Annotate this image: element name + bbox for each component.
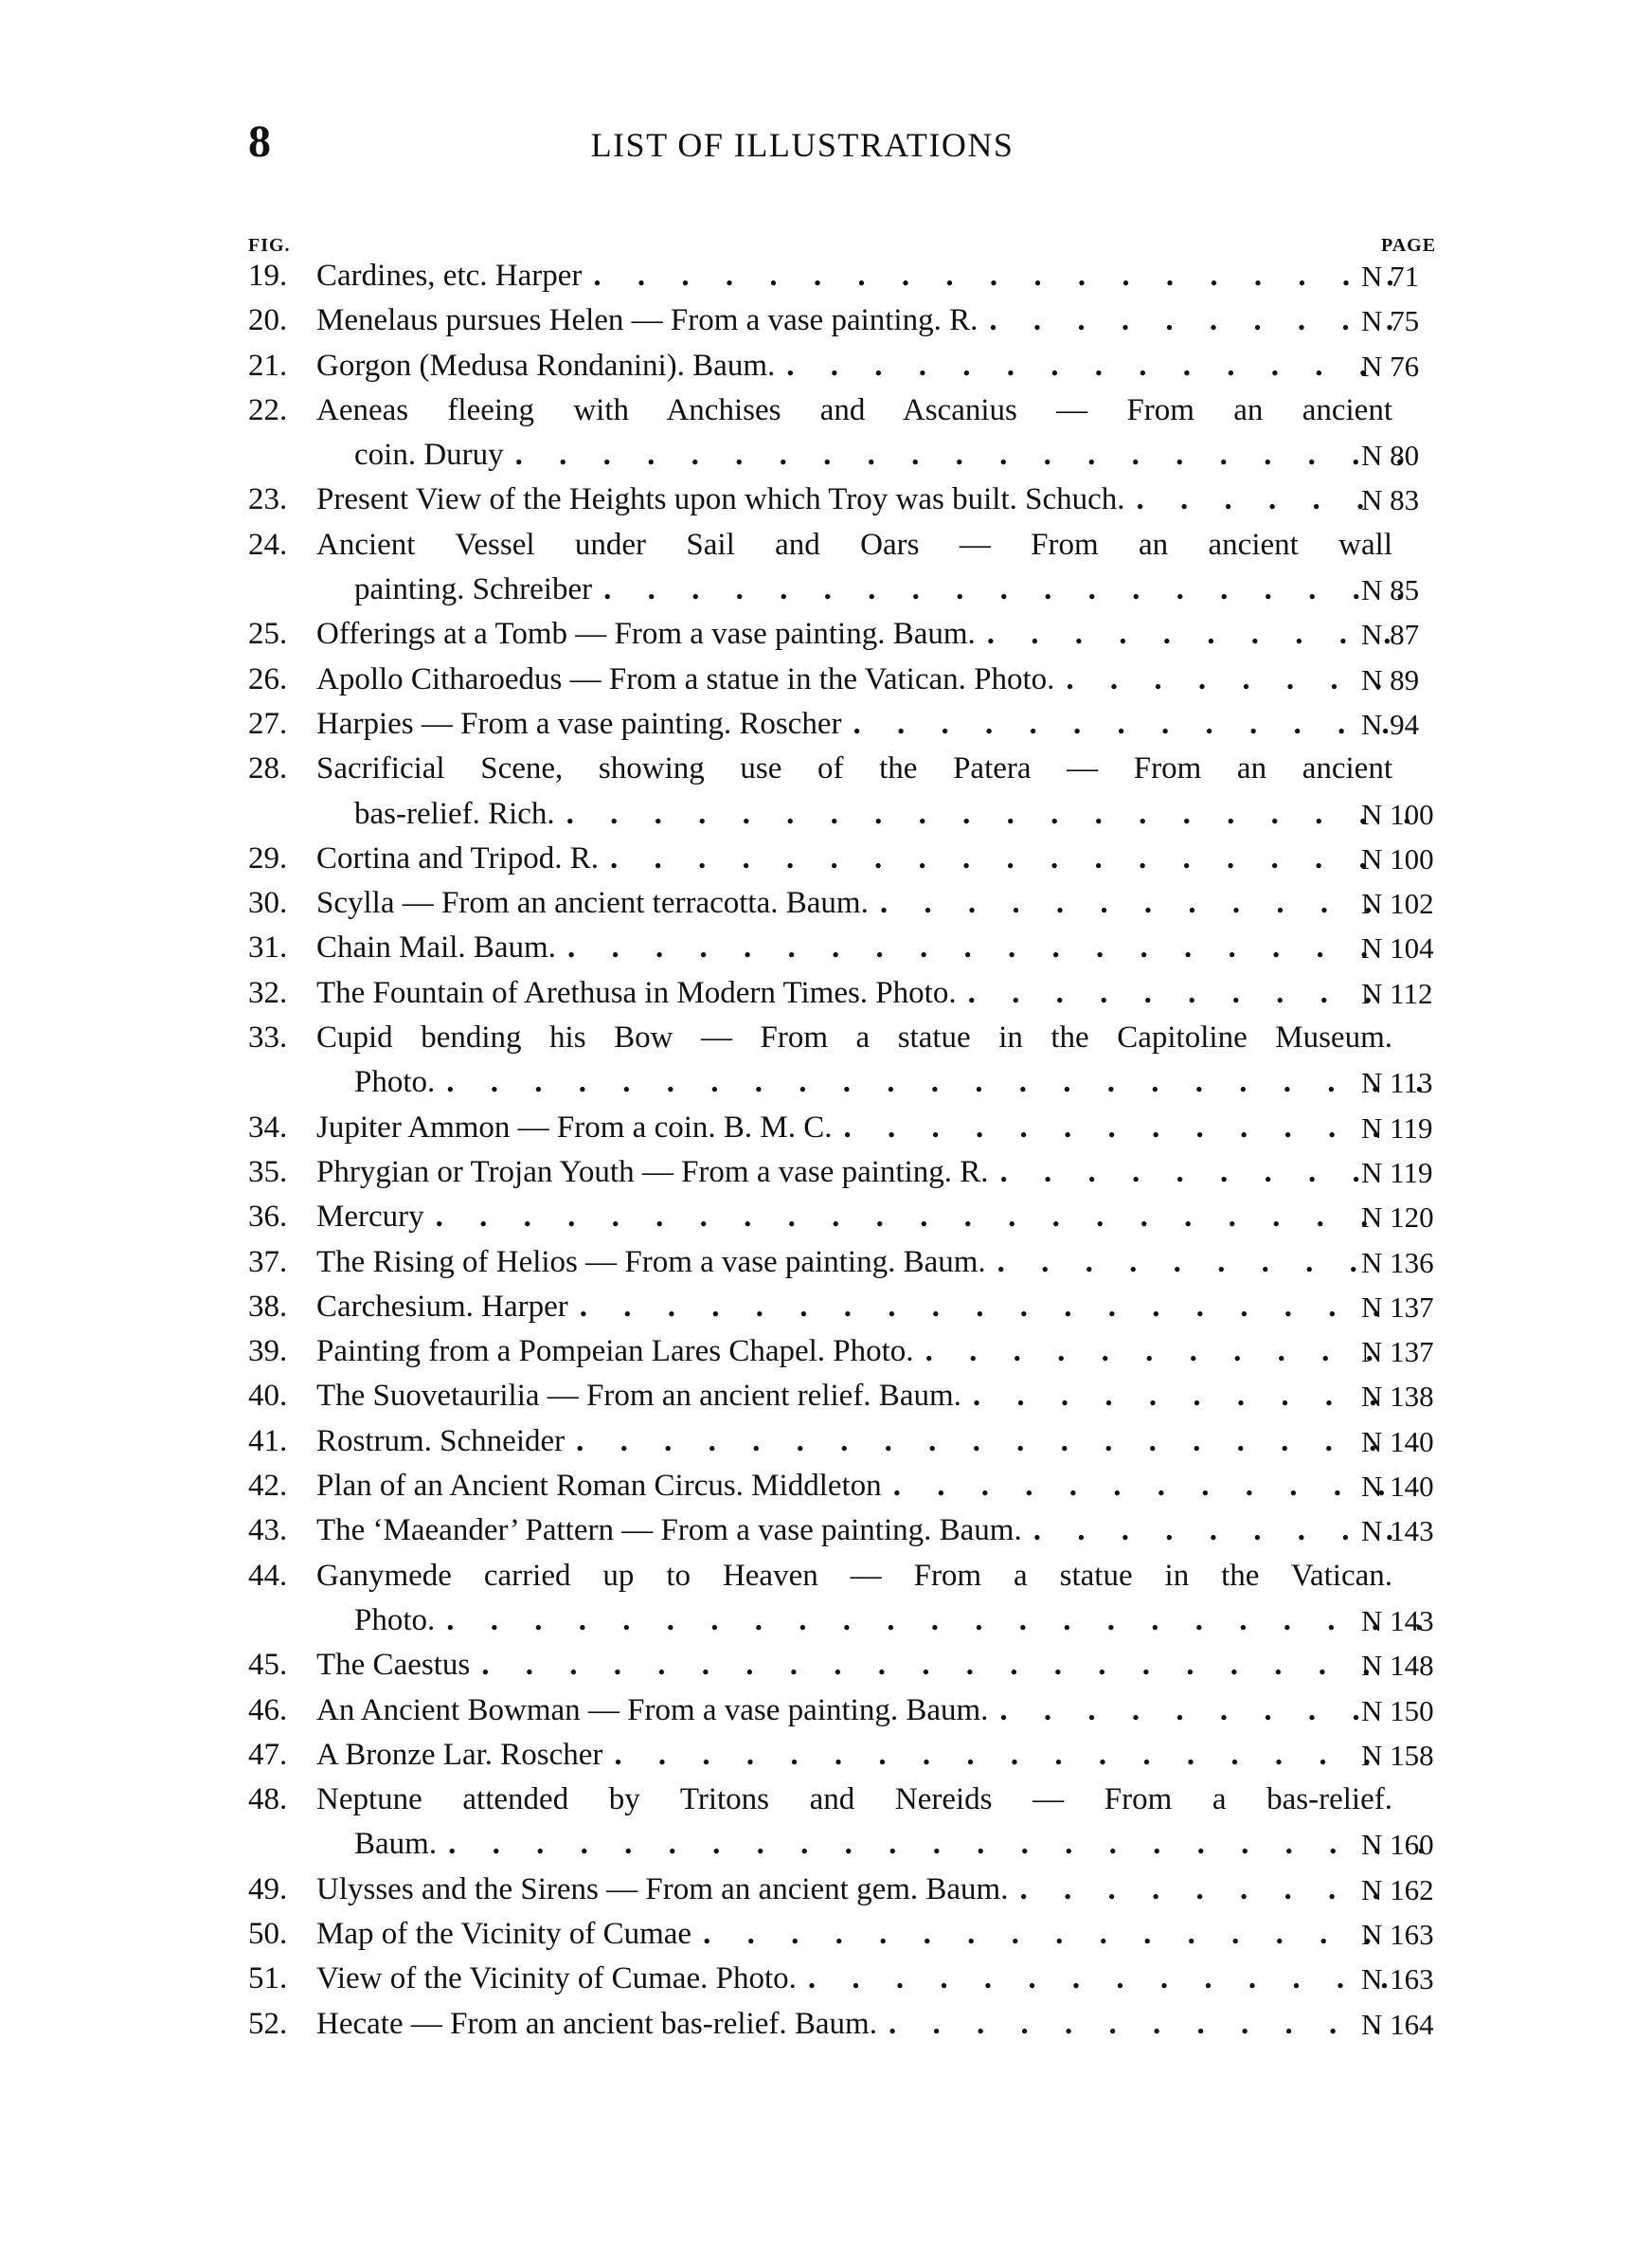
dot-leader <box>446 1598 1430 1643</box>
caption-line <box>316 702 1392 747</box>
caption-line <box>316 1957 1392 2001</box>
dot-leader <box>1033 1508 1392 1553</box>
list-item <box>248 1822 1461 1867</box>
dot-leader <box>515 433 1430 478</box>
caption-text: Chain Mail. Baum. <box>316 930 556 966</box>
page-title: LIST OF ILLUSTRATIONS <box>590 126 1015 164</box>
caption-line <box>316 658 1392 702</box>
page-reference: N 76 <box>1361 349 1420 383</box>
page-reference: N 138 <box>1361 1380 1434 1414</box>
caption-line <box>316 792 1430 837</box>
caption-line <box>316 2002 1392 2047</box>
caption-text: Apollo Citharoedus — From a statue in the Vatican. Photo. <box>316 661 1055 696</box>
list-item <box>248 1912 1461 1957</box>
dot-leader <box>593 254 1392 298</box>
caption-line <box>316 612 1392 657</box>
page-reference: N 113 <box>1361 1066 1433 1100</box>
caption-line <box>316 1733 1392 1778</box>
figure-number: 19. <box>248 259 288 293</box>
figure-number: 50. <box>248 1916 288 1951</box>
page-reference: N 148 <box>1361 1649 1434 1683</box>
caption-text: The Caestus <box>316 1648 471 1683</box>
caption-text: Baum. <box>354 1827 438 1862</box>
dot-leader <box>844 1106 1393 1150</box>
figure-number: 38. <box>248 1289 288 1324</box>
caption-text: painting. Schreiber <box>354 572 593 607</box>
caption-text: bas-relief. Rich. <box>354 796 555 831</box>
figure-number: 26. <box>248 661 288 696</box>
caption-line <box>316 1150 1392 1195</box>
figure-number: 47. <box>248 1737 288 1772</box>
caption-text: Cortina and Tripod. R. <box>316 840 599 876</box>
page-reference: N 87 <box>1361 618 1420 652</box>
list-item <box>248 1240 1461 1285</box>
page-header <box>248 116 1356 172</box>
list-item <box>248 1508 1461 1553</box>
caption-line <box>316 1374 1392 1418</box>
page-reference: N 160 <box>1361 1828 1434 1862</box>
caption-line <box>316 1285 1392 1329</box>
caption-text: Photo. <box>354 1602 436 1637</box>
caption-text: Ulysses and the Sirens — From an ancient gem. Baum. <box>316 1871 1009 1906</box>
figure-number: 51. <box>248 1961 288 1996</box>
page-reference: N 150 <box>1361 1693 1434 1727</box>
caption-line: Ancient Vessel under Sail and Oars — From an ancient wall <box>316 527 1392 562</box>
dot-leader <box>614 1733 1392 1778</box>
caption-text: Rostrum. Schneider <box>316 1423 566 1458</box>
figure-number: 28. <box>248 751 288 786</box>
dot-leader <box>973 1374 1392 1418</box>
figure-number: 32. <box>248 975 288 1010</box>
figure-number: 29. <box>248 840 288 876</box>
dot-leader <box>889 2002 1392 2047</box>
caption-line: Ganymede carried up to Heaven — From a statue in the Vatican. <box>316 1558 1392 1593</box>
caption-line <box>316 1912 1392 1957</box>
caption-text: The ‘Maeander’ Pattern — From a vase painting. Baum. <box>316 1513 1022 1548</box>
list-item <box>248 1868 1461 1912</box>
figure-number: 21. <box>248 348 288 383</box>
caption-line <box>316 881 1392 926</box>
caption-text: The Suovetaurilia — From an ancient relief. Baum. <box>316 1379 961 1414</box>
dot-leader <box>580 1285 1392 1329</box>
list-item <box>248 837 1461 881</box>
figure-number: 34. <box>248 1110 288 1145</box>
caption-line: Sacrificial Scene, showing use of the Patera — From an ancient <box>316 751 1392 786</box>
caption-line: Aeneas fleeing with Anchises and Ascanius — From an ancient <box>316 392 1392 427</box>
page-reference: N 120 <box>1361 1201 1434 1235</box>
page-reference: N 71 <box>1361 260 1420 293</box>
caption-line <box>316 1240 1392 1285</box>
list-item <box>248 1285 1461 1329</box>
list-item <box>248 658 1461 702</box>
figure-number: 24. <box>248 527 288 562</box>
dot-leader <box>1000 1150 1392 1195</box>
caption-text: Menelaus pursues Helen — From a vase painting. R. <box>316 303 979 338</box>
figure-number: 48. <box>248 1782 288 1817</box>
page-column-heading: PAGE <box>1381 235 1437 256</box>
caption-line <box>316 1868 1392 1912</box>
dot-leader <box>853 702 1392 747</box>
caption-text: Photo. <box>354 1065 436 1100</box>
dot-leader <box>808 1957 1392 2001</box>
caption-line <box>316 1822 1430 1867</box>
figure-number: 33. <box>248 1020 288 1056</box>
caption-line: Neptune attended by Tritons and Nereids — From a bas-relief. <box>316 1782 1392 1817</box>
caption-text: The Fountain of Arethusa in Modern Times. Photo. <box>316 975 957 1010</box>
list-item <box>248 388 1461 433</box>
figure-number: 39. <box>248 1334 288 1369</box>
caption-line <box>316 568 1430 612</box>
page-reference: N 140 <box>1361 1424 1434 1458</box>
dot-leader <box>566 792 1430 837</box>
figure-number: 23. <box>248 482 288 517</box>
caption-text: Painting from a Pompeian Lares Chapel. Photo. <box>316 1334 914 1369</box>
list-item <box>248 1778 1461 1822</box>
caption-text: coin. Duruy <box>354 438 504 473</box>
figure-number: 41. <box>248 1423 288 1458</box>
dot-leader <box>576 1419 1392 1464</box>
figure-number: 35. <box>248 1154 288 1189</box>
list-item <box>248 344 1461 388</box>
caption-line <box>316 1598 1430 1643</box>
dot-leader <box>987 612 1392 657</box>
list-item <box>248 1957 1461 2001</box>
page-reference: N 89 <box>1361 662 1420 696</box>
caption-text: A Bronze Lar. Roscher <box>316 1737 603 1772</box>
figure-number: 40. <box>248 1379 288 1414</box>
list-item <box>248 2002 1461 2047</box>
list-item <box>248 612 1461 657</box>
caption-text: Scylla — From an ancient terracotta. Baum. <box>316 886 869 921</box>
caption-text: Gorgon (Medusa Rondanini). Baum. <box>316 348 776 383</box>
caption-line <box>316 1508 1392 1553</box>
page-reference: N 83 <box>1361 483 1420 517</box>
list-item <box>248 1329 1461 1374</box>
page-reference: N 158 <box>1361 1738 1434 1772</box>
dot-leader <box>481 1643 1392 1688</box>
page-reference: N 140 <box>1361 1470 1434 1504</box>
caption-line <box>316 254 1392 298</box>
dot-leader <box>436 1195 1392 1239</box>
figure-number: 37. <box>248 1244 288 1279</box>
figure-number: 22. <box>248 392 288 427</box>
list-item <box>248 1554 1461 1598</box>
list-item <box>248 1106 1461 1150</box>
list-item <box>248 1733 1461 1778</box>
page-reference: N 137 <box>1361 1335 1434 1369</box>
figure-number: 52. <box>248 2006 288 2041</box>
dot-leader <box>997 1240 1392 1285</box>
fig-column-heading: FIG. <box>248 235 291 256</box>
page-reference: N 75 <box>1361 304 1420 338</box>
caption-line: Cupid bending his Bow — From a statue in the Capitoline Museum. <box>316 1020 1392 1056</box>
page-reference: N 100 <box>1361 841 1434 876</box>
dot-leader <box>567 926 1392 970</box>
figure-number: 45. <box>248 1648 288 1683</box>
page-reference: N 162 <box>1361 1872 1434 1906</box>
list-item <box>248 747 1461 791</box>
figure-number: 44. <box>248 1558 288 1593</box>
figure-number: 43. <box>248 1513 288 1548</box>
caption-line <box>316 1464 1392 1508</box>
page-reference: N 119 <box>1361 1155 1433 1189</box>
dot-leader <box>989 298 1392 343</box>
list-item <box>248 926 1461 970</box>
figure-number: 36. <box>248 1200 288 1235</box>
list-item <box>248 1643 1461 1688</box>
caption-text: Jupiter Ammon — From a coin. B. M. C. <box>316 1110 833 1145</box>
caption-line <box>316 1060 1430 1105</box>
figure-number: 49. <box>248 1871 288 1906</box>
caption-text: Phrygian or Trojan Youth — From a vase painting. R. <box>316 1154 989 1189</box>
dot-leader <box>925 1329 1392 1374</box>
page-reference: N 112 <box>1361 976 1433 1010</box>
list-item <box>248 1016 1461 1060</box>
caption-line <box>316 478 1392 522</box>
page-reference: N 137 <box>1361 1290 1434 1324</box>
caption-text: An Ancient Bowman — From a vase painting. Baum. <box>316 1692 989 1727</box>
caption-line <box>316 1195 1392 1239</box>
list-item <box>248 433 1461 478</box>
caption-text: Map of the Vicinity of Cumae <box>316 1916 692 1951</box>
list-item <box>248 971 1461 1016</box>
dot-leader <box>999 1688 1392 1733</box>
list-item <box>248 1060 1461 1105</box>
page-reference: N 94 <box>1361 707 1420 741</box>
caption-line <box>316 926 1392 970</box>
page-reference: N 143 <box>1361 1603 1434 1637</box>
caption-line <box>316 837 1392 881</box>
caption-line <box>316 433 1430 478</box>
list-item <box>248 792 1461 837</box>
page-reference: N 102 <box>1361 887 1434 921</box>
list-item <box>248 1464 1461 1508</box>
list-item <box>248 1598 1461 1643</box>
page-reference: N 136 <box>1361 1245 1434 1279</box>
page-reference: N 119 <box>1361 1110 1433 1145</box>
caption-text: Harpies — From a vase painting. Roscher <box>316 706 842 741</box>
page-reference: N 104 <box>1361 931 1434 966</box>
dot-leader <box>448 1822 1430 1867</box>
dot-leader <box>1066 658 1392 702</box>
figure-number: 30. <box>248 886 288 921</box>
figure-number: 46. <box>248 1692 288 1727</box>
list-item <box>248 881 1461 926</box>
list-item <box>248 702 1461 747</box>
list-item <box>248 1195 1461 1239</box>
figure-number: 20. <box>248 303 288 338</box>
list-item <box>248 254 1461 298</box>
list-item <box>248 478 1461 522</box>
caption-text: View of the Vicinity of Cumae. Photo. <box>316 1961 797 1996</box>
list-item <box>248 568 1461 612</box>
caption-text: Offerings at a Tomb — From a vase painting. Baum. <box>316 617 976 652</box>
caption-line <box>316 1329 1392 1374</box>
list-item <box>248 298 1461 343</box>
page-reference: N 163 <box>1361 1962 1434 1996</box>
caption-line <box>316 1106 1392 1150</box>
page-reference: N 100 <box>1361 797 1434 831</box>
dot-leader <box>968 971 1392 1016</box>
page-reference: N 143 <box>1361 1514 1434 1548</box>
figure-number: 31. <box>248 930 288 966</box>
dot-leader <box>446 1060 1430 1105</box>
dot-leader <box>603 568 1430 612</box>
figure-number: 27. <box>248 706 288 741</box>
dot-leader <box>610 837 1392 881</box>
caption-text: Present View of the Heights upon which Troy was built. Schuch. <box>316 482 1125 517</box>
dot-leader <box>880 881 1392 926</box>
list-item <box>248 523 1461 568</box>
caption-text: Hecate — From an ancient bas-relief. Baum. <box>316 2006 877 2041</box>
list-item <box>248 1688 1461 1733</box>
page-reference: N 163 <box>1361 1917 1434 1951</box>
page-reference: N 80 <box>1361 439 1420 473</box>
figure-number: 25. <box>248 617 288 652</box>
caption-line <box>316 1643 1392 1688</box>
caption-line <box>316 344 1392 388</box>
caption-text: The Rising of Helios — From a vase painting. Baum. <box>316 1244 986 1279</box>
list-item <box>248 1419 1461 1464</box>
caption-text: Cardines, etc. Harper <box>316 259 583 293</box>
caption-text: Mercury <box>316 1200 424 1235</box>
page-reference: N 85 <box>1361 573 1420 607</box>
dot-leader <box>1019 1868 1392 1912</box>
caption-text: Carchesium. Harper <box>316 1289 568 1324</box>
list-item <box>248 1150 1461 1195</box>
list-item <box>248 1374 1461 1418</box>
figure-number: 42. <box>248 1469 288 1504</box>
dot-leader <box>1137 478 1392 522</box>
caption-line <box>316 1688 1392 1733</box>
dot-leader <box>893 1464 1392 1508</box>
dot-leader <box>786 344 1392 388</box>
caption-text: Plan of an Ancient Roman Circus. Middleton <box>316 1469 882 1504</box>
page-number: 8 <box>248 117 271 167</box>
caption-line <box>316 298 1392 343</box>
caption-line <box>316 971 1392 1016</box>
page-reference: N 164 <box>1361 2007 1434 2041</box>
dot-leader <box>703 1912 1392 1957</box>
caption-line <box>316 1419 1392 1464</box>
illustration-list <box>248 254 1461 2047</box>
